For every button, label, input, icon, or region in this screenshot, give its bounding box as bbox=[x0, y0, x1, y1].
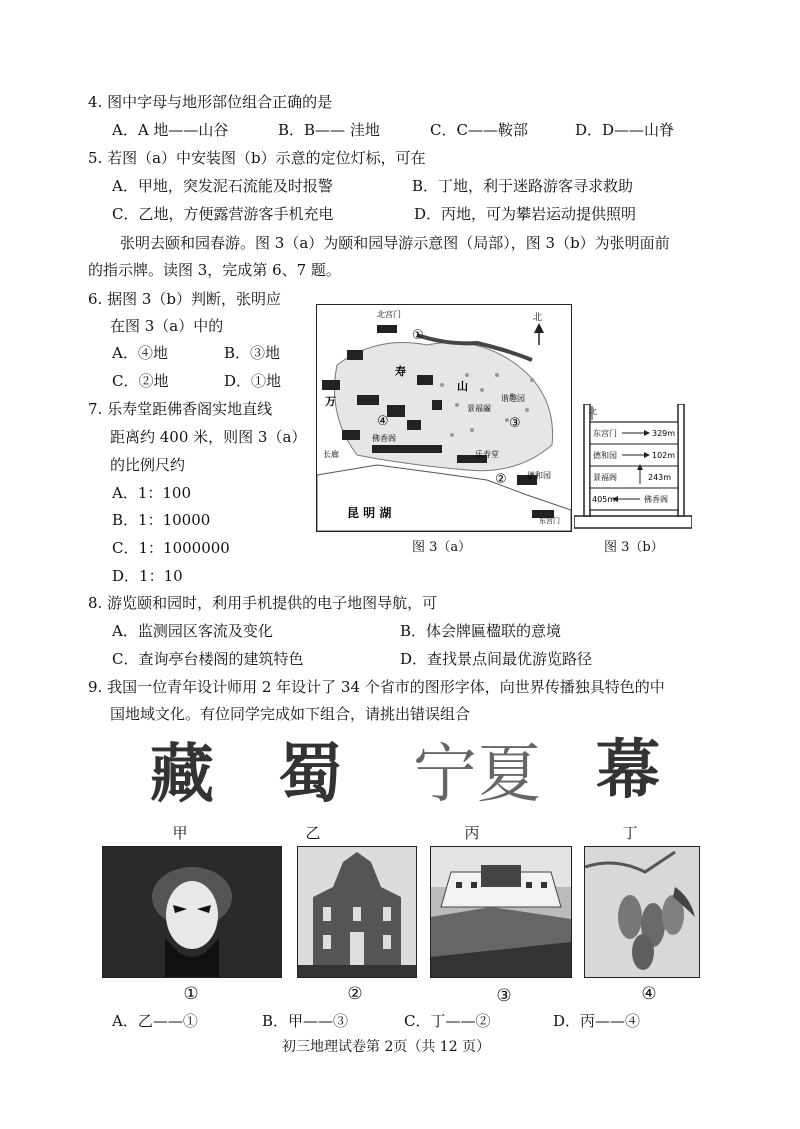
q7-stem-2: 距离约 400 米，则图 3（a） bbox=[110, 428, 307, 446]
q7-stem-1: 7. 乐寿堂距佛香阁实地直线 bbox=[88, 400, 273, 418]
figure-3b-caption: 图 3（b） bbox=[604, 540, 664, 555]
figure-3a-map bbox=[316, 304, 572, 532]
q4-option-a[interactable]: A．A 地——山谷 bbox=[112, 121, 229, 139]
figure-3b-signboard bbox=[574, 404, 692, 532]
intro-line-2: 的指示牌。读图 3，完成第 6、7 题。 bbox=[88, 261, 341, 279]
q4-option-b[interactable]: B．B—— 洼地 bbox=[278, 121, 380, 139]
q5-option-d[interactable]: D．丙地，可为攀岩运动提供照明 bbox=[414, 205, 637, 223]
sign-row-2-place: 德和园 bbox=[593, 451, 617, 460]
svg-text:德和园: 德和园 bbox=[527, 471, 551, 480]
q7-option-c[interactable]: C．1：1000000 bbox=[112, 539, 230, 557]
q6-option-a[interactable]: A．④地 bbox=[112, 344, 168, 362]
photo-label-2: ② bbox=[347, 984, 363, 1004]
q5-option-a[interactable]: A．甲地，突发泥石流能及时报警 bbox=[112, 177, 333, 195]
glyph-yi: 蜀 bbox=[278, 737, 342, 812]
q7-option-b[interactable]: B．1：10000 bbox=[112, 511, 211, 529]
q6-option-c[interactable]: C．②地 bbox=[112, 372, 169, 390]
glyph-label-bing: 丙 bbox=[464, 824, 480, 842]
q6-stem-2: 在图 3（a）中的 bbox=[110, 317, 224, 335]
sign-row-1-place: 东宫门 bbox=[593, 429, 617, 438]
photo-wolfberries bbox=[584, 846, 700, 978]
church-facade-icon bbox=[298, 847, 416, 977]
svg-text:④: ④ bbox=[377, 414, 389, 429]
palace-icon bbox=[431, 847, 571, 977]
photo-opera-mask bbox=[102, 846, 282, 978]
q7-stem-3: 的比例尺约 bbox=[110, 456, 186, 474]
svg-text:山: 山 bbox=[457, 380, 468, 393]
svg-text:长廊: 长廊 bbox=[323, 450, 339, 459]
q4-option-c[interactable]: C．C——鞍部 bbox=[430, 121, 528, 139]
svg-text:①: ① bbox=[412, 328, 424, 343]
intro-line-1: 张明去颐和园春游。图 3（a）为颐和园导游示意图（局部），图 3（b）为张明面前 bbox=[120, 234, 670, 252]
q5-option-c[interactable]: C．乙地，方便露营游客手机充电 bbox=[112, 205, 334, 223]
q9-option-d[interactable]: D．丙——④ bbox=[553, 1012, 641, 1030]
sign-row-3-dist: 243m bbox=[648, 473, 672, 482]
svg-text:万: 万 bbox=[325, 395, 336, 408]
berry-icon bbox=[585, 847, 699, 977]
svg-text:寿: 寿 bbox=[395, 365, 406, 378]
photo-label-3: ③ bbox=[496, 986, 512, 1006]
glyph-ding: 幕 bbox=[596, 733, 660, 808]
signboard-north: 北 bbox=[589, 407, 597, 416]
q8-option-c[interactable]: C．查询亭台楼阁的建筑特色 bbox=[112, 650, 304, 668]
q6-option-b[interactable]: B．③地 bbox=[224, 344, 281, 362]
q9-stem-2: 国地域文化。有位同学完成如下组合，请挑出错误组合 bbox=[110, 705, 471, 723]
q6-stem-1: 6. 据图 3（b）判断，张明应 bbox=[88, 290, 281, 308]
photo-ruins-of-st-paul bbox=[297, 846, 417, 978]
photo-label-4: ④ bbox=[641, 984, 657, 1004]
glyph-label-yi: 乙 bbox=[305, 824, 321, 842]
q8-stem: 8. 游览颐和园时，利用手机提供的电子地图导航，可 bbox=[88, 594, 438, 612]
glyph-label-jia: 甲 bbox=[172, 824, 188, 842]
q9-option-a[interactable]: A．乙——① bbox=[112, 1012, 198, 1030]
svg-text:北宫门: 北宫门 bbox=[377, 310, 401, 319]
svg-text:②: ② bbox=[495, 472, 507, 487]
svg-text:景福阁: 景福阁 bbox=[467, 404, 491, 413]
photo-label-1: ① bbox=[183, 984, 199, 1004]
q8-option-d[interactable]: D．查找景点间最优游览路径 bbox=[400, 650, 593, 668]
photo-potala-palace bbox=[430, 846, 572, 978]
q8-option-a[interactable]: A．监测园区客流及变化 bbox=[112, 622, 273, 640]
q8-option-b[interactable]: B．体会牌匾楹联的意境 bbox=[400, 622, 562, 640]
svg-text:谐趣园: 谐趣园 bbox=[501, 394, 525, 403]
signboard-drawing bbox=[574, 404, 692, 532]
q9-option-c[interactable]: C．丁——② bbox=[404, 1012, 491, 1030]
q4-stem: 4. 图中字母与地形部位组合正确的是 bbox=[88, 93, 333, 111]
figure-3a-caption: 图 3（a） bbox=[412, 540, 472, 555]
map-drawing bbox=[317, 305, 571, 531]
sign-row-4-dist: 405m bbox=[592, 495, 616, 504]
map-north-label: 北 bbox=[533, 313, 543, 323]
svg-text:东宫门: 东宫门 bbox=[539, 517, 560, 525]
q7-option-a[interactable]: A．1：100 bbox=[112, 484, 192, 502]
sign-row-2-dist: 102m bbox=[652, 451, 676, 460]
q6-option-d[interactable]: D．①地 bbox=[224, 372, 282, 390]
glyph-label-ding: 丁 bbox=[622, 824, 638, 842]
glyph-jia: 藏 bbox=[150, 737, 214, 812]
svg-text:③: ③ bbox=[509, 416, 521, 431]
sign-row-3-place: 景福阁 bbox=[593, 473, 617, 482]
q9-option-b[interactable]: B．甲——③ bbox=[262, 1012, 349, 1030]
q5-stem: 5. 若图（a）中安装图（b）示意的定位灯标，可在 bbox=[88, 149, 426, 167]
sign-row-1-dist: 329m bbox=[652, 429, 676, 438]
opera-mask-icon bbox=[103, 847, 281, 977]
svg-text:乐寿堂: 乐寿堂 bbox=[475, 450, 499, 459]
q7-option-d[interactable]: D．1：10 bbox=[112, 567, 183, 585]
q5-option-b[interactable]: B．丁地，利于迷路游客寻求救助 bbox=[412, 177, 634, 195]
q4-option-d[interactable]: D．D——山脊 bbox=[575, 121, 675, 139]
glyph-bing: 宁夏 bbox=[413, 738, 541, 812]
sign-row-4-place: 佛香阁 bbox=[644, 495, 668, 504]
page-footer: 初三地理试卷第 2页（共 12 页） bbox=[282, 1039, 491, 1055]
svg-text:昆 明 湖: 昆 明 湖 bbox=[347, 506, 392, 520]
q9-stem-1: 9. 我国一位青年设计师用 2 年设计了 34 个省市的图形字体，向世界传播独具特色的中 bbox=[88, 678, 665, 696]
svg-text:佛香阁: 佛香阁 bbox=[372, 434, 396, 443]
